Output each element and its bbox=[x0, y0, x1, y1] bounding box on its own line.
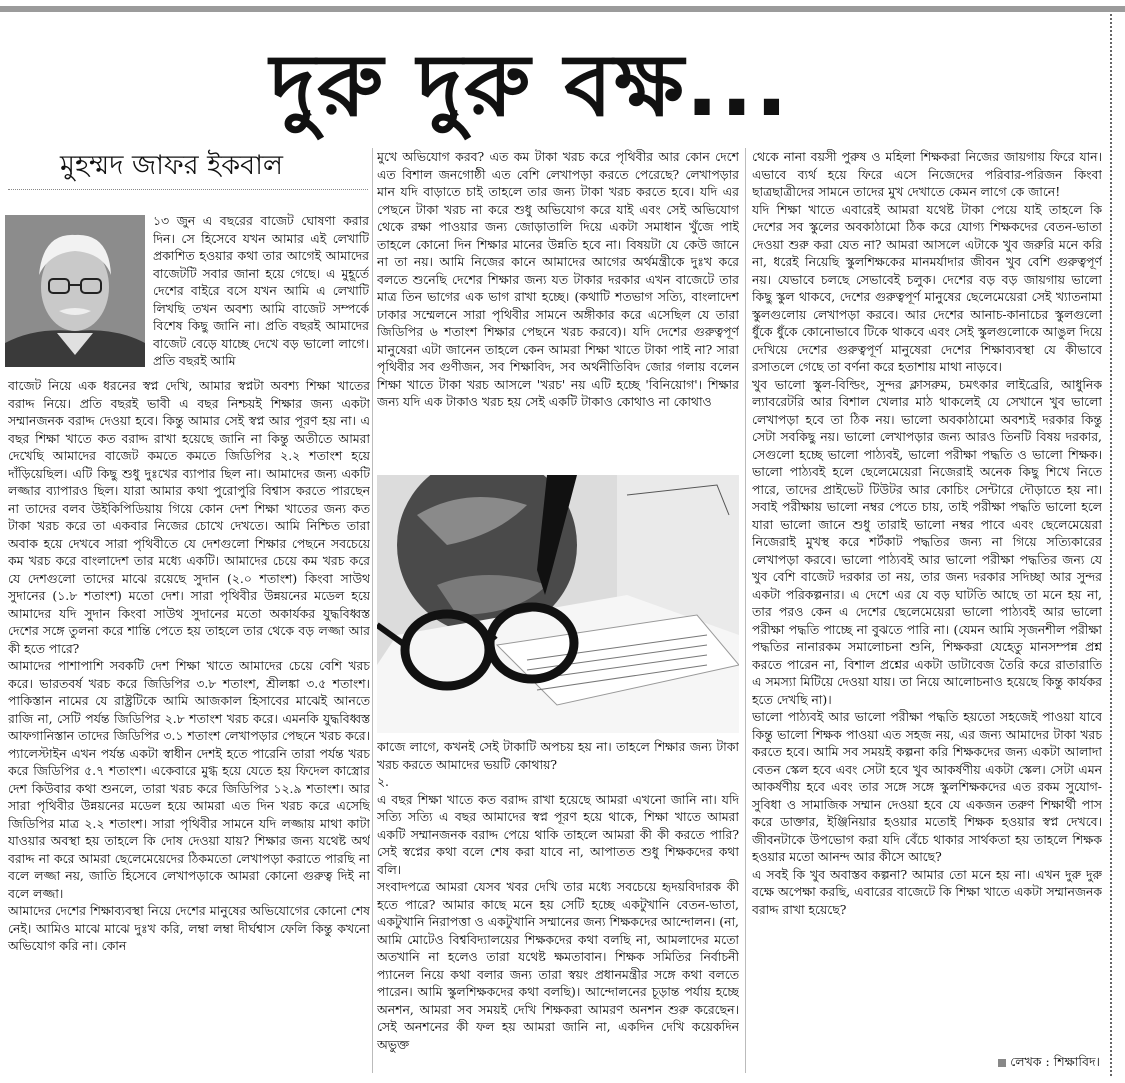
column-2-body bbox=[377, 738, 739, 1076]
column-1-body bbox=[8, 377, 370, 1071]
paragraph: কাজে লাগে, কখনই সেই টাকাটি অপচয় হয় না। তাহলে শিক্ষার জন্য টাকা খরচ করতে আমাদের ভয়টি কোথায়? bbox=[377, 739, 739, 772]
education-illustration bbox=[377, 475, 739, 733]
paragraph: ১৩ জুন এ বছরের বাজেট ঘোষণা করার দিন। সে হিসেবে যখন আমার এই লেখাটি প্রকাশিত হওয়ার কথা তার আগেই আমাদের বাজেটটি সবার জানা হয়ে গেছে। এ মুহূর্তে দেশের বাইরে বসে যখন আমি এ লেখাটি লিখছি তখন অবশ্য আমি বাজেট সম্পর্কে বিশেষ কিছু জানি না। প্রতি বছরই আমাদের বাজেট বেড়ে যাচ্ছে দেখে বড় ভালো লাগে। প্রতি বছরই আমি bbox=[153, 213, 369, 368]
author-photo bbox=[5, 215, 145, 367]
column-rule-2 bbox=[745, 148, 746, 1073]
square-bullet-icon bbox=[998, 1059, 1006, 1067]
paragraph: বাজেট নিয়ে এক ধরনের স্বপ্ন দেখি, আমার স্বপ্নটা অবশ্য শিক্ষা খাতের বরাদ্দ নিয়ে। প্রতি বছরই ভাবী এ বছর নিশ্চয়ই শিক্ষার জন্য একটা সম্মানজনক বরাদ্দ দেওয়া হবে। কিন্তু আমার সেই স্বপ্ন আর পূরণ হয় না। এ বছর শিক্ষা খাতে কত বরাদ্দ রাখা হয়েছে জানি না কিন্তু অতীতে আমরা দেখেছি আমাদের বাজেট কমতে কমতে জিডিপির ২.২ শতাংশ হয়ে দাঁড়িয়েছিল। এটি কিছু শুধু দুঃখের ব্যাপার ছিল না। আমাদের জন্য একটি লজ্জার ব্যাপারও ছিল। যারা আমার কথা পুরোপুরি বিশ্বাস করতে পারছেন না তাদের বলব উইকিপিডিয়ায় গিয়ে কোন দেশ শিক্ষা খাতের জন্য কত টাকা খরচ করে তা একবার নিজের চোখে দেখতে। আমি নিশ্চিত তারা অবাক হয়ে দেখবে সারা পৃথিবীতে যে দেশগুলো শিক্ষার পেছনে সবচেয়ে কম খরচ করে বাংলাদেশ তার মধ্যে একটি। আমাদের চেয়ে কম খরচ করে যে দেশগুলো তাদের মাঝে রয়েছে সুদান (২.০ শতাংশ) কিংবা সাউথ সুদানের (১.৮ শতাংশ) মতো দেশ। সারা পৃথিবীর উন্নয়নের মডেল হয়ে আমাদের যদি সুদান কিংবা সাউথ সুদানের মতো অকার্যকর যুদ্ধবিধ্বস্ত দেশের সঙ্গে তুলনা করে শান্তি পেতে হয় তাহলে তার থেকে বড় লজ্জা আর কী হতে পারে? bbox=[8, 378, 370, 656]
article-headline: দুরু দুরু বক্ষ... bbox=[270, 36, 790, 136]
column-1-top bbox=[153, 212, 369, 372]
top-rule bbox=[0, 6, 1125, 12]
author-footer bbox=[950, 1052, 1100, 1072]
paragraph: এ সবই কি খুব অবাস্তব কল্পনা? আমার তো মনে হয় না। এখন দুরু দুরু বক্ষে অপেক্ষা করছি, এবারের বাজেটে কি শিক্ষা খাতে একটা সম্মানজনক বরাদ্দ রাখা হয়েছে? bbox=[752, 866, 1102, 917]
paragraph: আমাদের দেশের শিক্ষাব্যবস্থা নিয়ে দেশের মানুষের অভিযোগের কোনো শেষ নেই। আমিও মাঝে মাঝে দুঃখ করি, লম্বা লম্বা দীর্ঘশ্বাস ফেলি কিন্তু কখনো অভিযোগ করি না। কোন bbox=[8, 903, 370, 953]
column-2-top bbox=[377, 148, 739, 472]
section-number: ২. bbox=[377, 774, 389, 789]
footer-text: লেখক : শিক্ষাবিদ। bbox=[1010, 1054, 1100, 1069]
paragraph: ভালো পাঠ্যবই আর ভালো পরীক্ষা পদ্ধতি হয়তো সহজেই পাওয়া যাবে কিন্তু ভালো শিক্ষক পাওয়া এত সহজ নয়, এর জন্য আমাদের টাকা খরচ করতে হবে। আমি সব সময়ই কল্পনা করি শিক্ষকদের জন্য একটা আলাদা বেতন স্কেল হবে এবং সেটা হবে খুব আকর্ষণীয় একটা স্কেল। সেটা এমন আকর্ষণীয় হবে এবং তার সঙ্গে সঙ্গে স্কুলশিক্ষকদের এত রকম সুযোগ-সুবিধা ও সামাজিক সম্মান দেওয়া হবে যে একজন তরুণ শিক্ষার্থী পাস করে ডাক্তার, ইঞ্জিনিয়ার হওয়ার মতোই শিক্ষক হওয়ার স্বপ্ন দেখবে। জীবনটাকে উপভোগ করা যদি বেঁচে থাকার সার্থকতা হয় তাহলে শিক্ষক হওয়ার মতো আনন্দ আর কীসে আছে? bbox=[752, 709, 1102, 864]
paragraph: থেকে নানা বয়সী পুরুষ ও মহিলা শিক্ষকরা নিজের জায়গায় ফিরে যান। এভাবে ব্যর্থ হয়ে ফিরে এসে নিজেদের পরিবার-পরিজন কিংবা ছাত্রছাত্রীদের সামনে তাদের মুখ দেখাতে কেমন লাগে কে জানে! bbox=[752, 149, 1102, 199]
right-dotted-border bbox=[1110, 14, 1112, 1076]
column-3 bbox=[752, 148, 1102, 1043]
paragraph: মুখে অভিযোগ করব? এত কম টাকা খরচ করে পৃথিবীর আর কোন দেশে এত বিশাল জনগোষ্ঠী এত বেশি লেখাপড়া করতে পেরেছে? লেখাপড়ার মান যদি বাড়াতে চাই তাহলে তার জন্য টাকা খরচ করতে হবে। যদি এর পেছনে টাকা খরচ না করে শুধু অভিযোগ করে যাই এবং সেই অভিযোগ থেকে রক্ষা পাওয়ার জন্য জোড়াতালি দিয়ে একটা সমাধান খুঁজে পাই তাহলে কোনো দিন শিক্ষার মানের উন্নতি হবে না। বিষয়টা যে কেউ জানে না তা নয়। আমি নিজের কানে আমাদের আগের অর্থমন্ত্রীকে দুঃখ করে বলতে শুনেছি দেশের শিক্ষার জন্য যত টাকার দরকার এখন বাজেটে তার মাত্র তিন ভাগের এক ভাগ রাখা হচ্ছে। (কথাটি শতভাগ সত্যি, বাংলাদেশ ঢাকার সম্মেলনে সারা পৃথিবীর সামনে অঙ্গীকার করে এসেছিল যে তারা জিডিপির ৬ শতাংশ শিক্ষার পেছনে খরচ করবে)। যদি দেশের গুরুত্বপূর্ণ মানুষেরা এটা জানেন তাহলে কেন আমরা শিক্ষা খাতে টাকা পাই না? সারা পৃথিবীর সব গুণীজন, সব শিক্ষাবিদ, সব অর্থনীতিবিদ জোর গলায় বলেন শিক্ষা খাতে টাকা খরচ আসলে 'খরচ' নয় এটি হচ্ছে 'বিনিয়োগ'। শিক্ষার জন্য যদি এক টাকাও খরচ হয় সেই একটি টাকাও কোথাও না কোথাও bbox=[377, 149, 739, 409]
byline-divider bbox=[8, 189, 368, 190]
paragraph: এ বছর শিক্ষা খাতে কত বরাদ্দ রাখা হয়েছে আমরা এখনো জানি না। যদি সত্যি সত্যি এ বছর আমাদের স্বপ্ন পূরণ হয়ে থাকে, শিক্ষা খাতে আমরা একটি সম্মানজনক বরাদ্দ পেয়ে থাকি তাহলে আমরা কী কী করতে পারি? সেই স্বপ্নের কথা বলে শেষ করা যাবে না, আপাতত শুধু শিক্ষকদের কথা বলি। bbox=[377, 791, 739, 877]
paragraph: যদি শিক্ষা খাতে এবারেই আমরা যথেষ্ট টাকা পেয়ে যাই তাহলে কি দেশের সব স্কুলের অবকাঠামো ঠিক করে যোগ্য শিক্ষকদের বেতন-ভাতা দেওয়া শুরু করা যেত না? আমরা আসলে এটাকে খুব জরুরি মনে করি না, ধরেই নিয়েছি স্কুলশিক্ষকের মানমর্যাদার জীবন খুব বেশি গুরুত্বপূর্ণ নয়। যেভাবে চলছে সেভাবেই চলুক। দেশের বড় বড় জায়গায় ভালো কিছু স্কুল থাকবে, দেশের গুরুত্বপূর্ণ মানুষের ছেলেমেয়েরা সেই খ্যাতনামা স্কুলগুলোয় লেখাপড়া করবে। আর দেশের আনাচ-কানাচের স্কুলগুলো ধুঁকে ধুঁকে কোনোভাবে টিকে থাকবে এবং সেই স্কুলগুলোকে আঙুল দিয়ে দেখিয়ে দেশের গুরুত্বপূর্ণ মানুষেরা দেশের শিক্ষাব্যবস্থা যে কীভাবে রসাতলে গেছে তা বর্ণনা করে হতাশায় মাথা নাড়বে। bbox=[752, 201, 1102, 374]
author-byline: মুহম্মদ জাফর ইকবাল bbox=[60, 150, 284, 181]
paragraph: আমাদের পাশাপাশি সবকটি দেশ শিক্ষা খাতে আমাদের চেয়ে বেশি খরচ করে। ভারতবর্ষ খরচ করে জিডিপির ৩.৮ শতাংশ, শ্রীলঙ্কা ৩.৫ শতাংশ। পাকিস্তান নামের যে রাষ্ট্রটিকে আমি আজকাল হিসাবের মাঝেই আনতে রাজি না, সেটি পর্যন্ত জিডিপির ২.৮ শতাংশ খরচ করে। এমনকি যুদ্ধবিধ্বস্ত আফগানিস্তান তাদের জিডিপির ৩.১ শতাংশ লেখাপড়ার পেছনে খরচ করে। প্যালেস্টাইন এখন পর্যন্ত একটা স্বাধীন দেশই হতে পারেনি তারা পর্যন্ত খরচ করে জিডিপির ৫.৭ শতাংশ। একেবারে মুগ্ধ হয়ে যেতে হয় ফিদেল কাস্ত্রোর দেশ কিউবার কথা শুনলে, তারা খরচ করে জিডিপির ১২.৯ শতাংশ। আর সারা পৃথিবীর উন্নয়নের মডেল হয়ে আমরা এত দিন খরচ করে এসেছি জিডিপির মাত্র ২.২ শতাংশ। সারা পৃথিবীর সামনে যদি লজ্জায় মাথা কাটা যাওয়ার অবস্থা হয় তাহলে কি দোষ দেওয়া যায়? শিক্ষার জন্য যথেষ্ট অর্থ বরাদ্দ না করে আমরা ছেলেমেয়েদের ঠিকমতো লেখাপড়া করাতে পারছি না বলে লজ্জা নয়, জাতি হিসেবে লেখাপড়াকে আমরা কোনো গুরুত্ব দিই না বলে লজ্জা। bbox=[8, 658, 370, 901]
paragraph: সংবাদপত্রে আমরা যেসব খবর দেখি তার মধ্যে সবচেয়ে হৃদয়বিদারক কী হতে পারে? আমার কাছে মনে হয় সেটি হচ্ছে একটুখানি বেতন-ভাতা, একটুখানি নিরাপত্তা ও একটুখানি সম্মানের জন্য শিক্ষকদের আন্দোলন। (না, আমি মোটেও বিশ্ববিদ্যালয়ের শিক্ষকদের কথা বলছি না, আমলাদের মতো অতখানি না হলেও তারা যথেষ্ট ক্ষমতাবান। শিক্ষক সমিতির নির্বাচনী প্যানেল নিয়ে কথা বলার জন্য তারা স্বয়ং প্রধানমন্ত্রীর সঙ্গে কথা বলতে পারেন। আমি স্কুলশিক্ষকদের কথা বলছি)। আন্দোলনের চূড়ান্ত পর্যায় হচ্ছে অনশন, আমরা সব সময়ই দেখি শিক্ষকরা আমরণ অনশন শুরু করেছেন। সেই অনশনের কী ফল হয় আমরা জানি না, একদিন দেখি কয়েকদিন অভুক্ত bbox=[377, 879, 739, 1052]
column-rule-1 bbox=[372, 148, 373, 1073]
paragraph: খুব ভালো স্কুল-বিল্ডিং, সুন্দর ক্লাসরুম, চমৎকার লাইব্রেরি, আধুনিক ল্যাবরেটরি আর বিশাল খেলার মাঠ থাকলেই যে সেখানে খুব ভালো লেখাপড়া হবে তা ঠিক নয়। ভালো অবকাঠামো অবশ্যই দরকার কিন্তু সেটা সবকিছু নয়। ভালো লেখাপড়ার জন্য আরও তিনটি বিষয় দরকার, সেগুলো হচ্ছে ভালো পাঠ্যবই, ভালো পরীক্ষা পদ্ধতি ও ভালো শিক্ষক। ভালো পাঠ্যবই হলে ছেলেমেয়েরা নিজেরাই অনেক কিছু শিখে নিতে পারে, তাদের প্রাইভেট টিউটর আর কোচিং সেন্টারে দৌড়াতে হয় না। সবাই পরীক্ষায় ভালো নম্বর পেতে চায়, তাই পরীক্ষা পদ্ধতি ভালো হলে যারা ভালো জানে শুধু তারাই ভালো নম্বর পাবে এবং ছেলেমেয়েরা নিজেরাই মুখস্থ করে শর্টকাট পদ্ধতির জন্য না গিয়ে সত্যিকারের লেখাপড়া করবে। ভালো পাঠ্যবই আর ভালো পরীক্ষা পদ্ধতির জন্য যে খুব বেশি বাজেট দরকার তা নয়, তার জন্য দরকার সদিচ্ছা আর সুন্দর একটা পরিকল্পনার। এ দেশে এর যে বড় ঘাটতি আছে তা মনে হয় না, তার পরও কেন এ দেশের ছেলেমেয়েরা ভালো পাঠ্যবই আর ভালো পরীক্ষা পদ্ধতি পাচ্ছে না বুঝতে পারি না। (যেমন আমি সৃজনশীল পরীক্ষা পদ্ধতির নানারকম সমালোচনা শুনি, শিক্ষকরা যেহেতু মানসম্পন্ন প্রশ্ন করতে পারেন না, বিশাল প্রশ্নের একটা ডাটাবেজ তৈরি করে রাতারাতি এ সমস্যা মিটিয়ে দেওয়া যায়। তা নিয়ে আলোচনাও হয়েছে কিন্তু কার্যকর হতে দেখছি না)। bbox=[752, 376, 1102, 707]
